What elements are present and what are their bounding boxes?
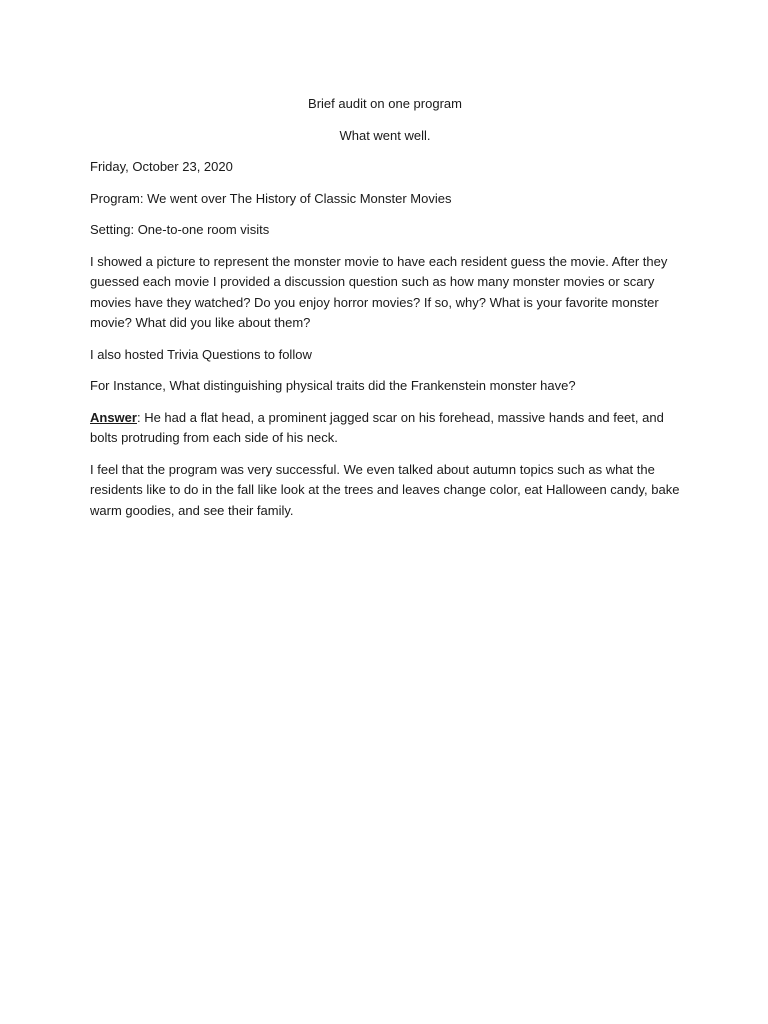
answer-label: Answer bbox=[90, 409, 137, 425]
answer-paragraph bbox=[90, 408, 680, 449]
answer-text: : He had a flat head, a prominent jagged scar on his forehead, massive hands and feet, and bolts protruding from each side of his neck. bbox=[90, 409, 664, 445]
document-title: Brief audit on one program bbox=[308, 96, 462, 111]
instance-line: For Instance, What distinguishing physical traits did the Frankenstein monster have? bbox=[90, 378, 576, 393]
paragraph-conclusion: I feel that the program was very successful. We even talked about autumn topics such as what the residents like to do in the fall like look at the trees and leaves change color, eat Halloween candy, bake warm goodies, and see their family. bbox=[90, 461, 680, 518]
document-date: Friday, October 23, 2020 bbox=[90, 159, 233, 174]
trivia-line: I also hosted Trivia Questions to follow bbox=[90, 346, 312, 362]
paragraph-activity: I showed a picture to represent the monster movie to have each resident guess the movie. After they guessed each movie I provided a discussion question such as how many monster movies or scary movies have they watched? Do you enjoy horror movies? If so, why? What is your favorite monster movie? What did you like about them? bbox=[90, 253, 668, 330]
document-body bbox=[90, 94, 680, 532]
document-subtitle: What went well. bbox=[339, 127, 431, 143]
setting-line: Setting: One-to-one room visits bbox=[90, 222, 270, 237]
program-line: Program: We went over The History of Classic Monster Movies bbox=[90, 190, 452, 206]
